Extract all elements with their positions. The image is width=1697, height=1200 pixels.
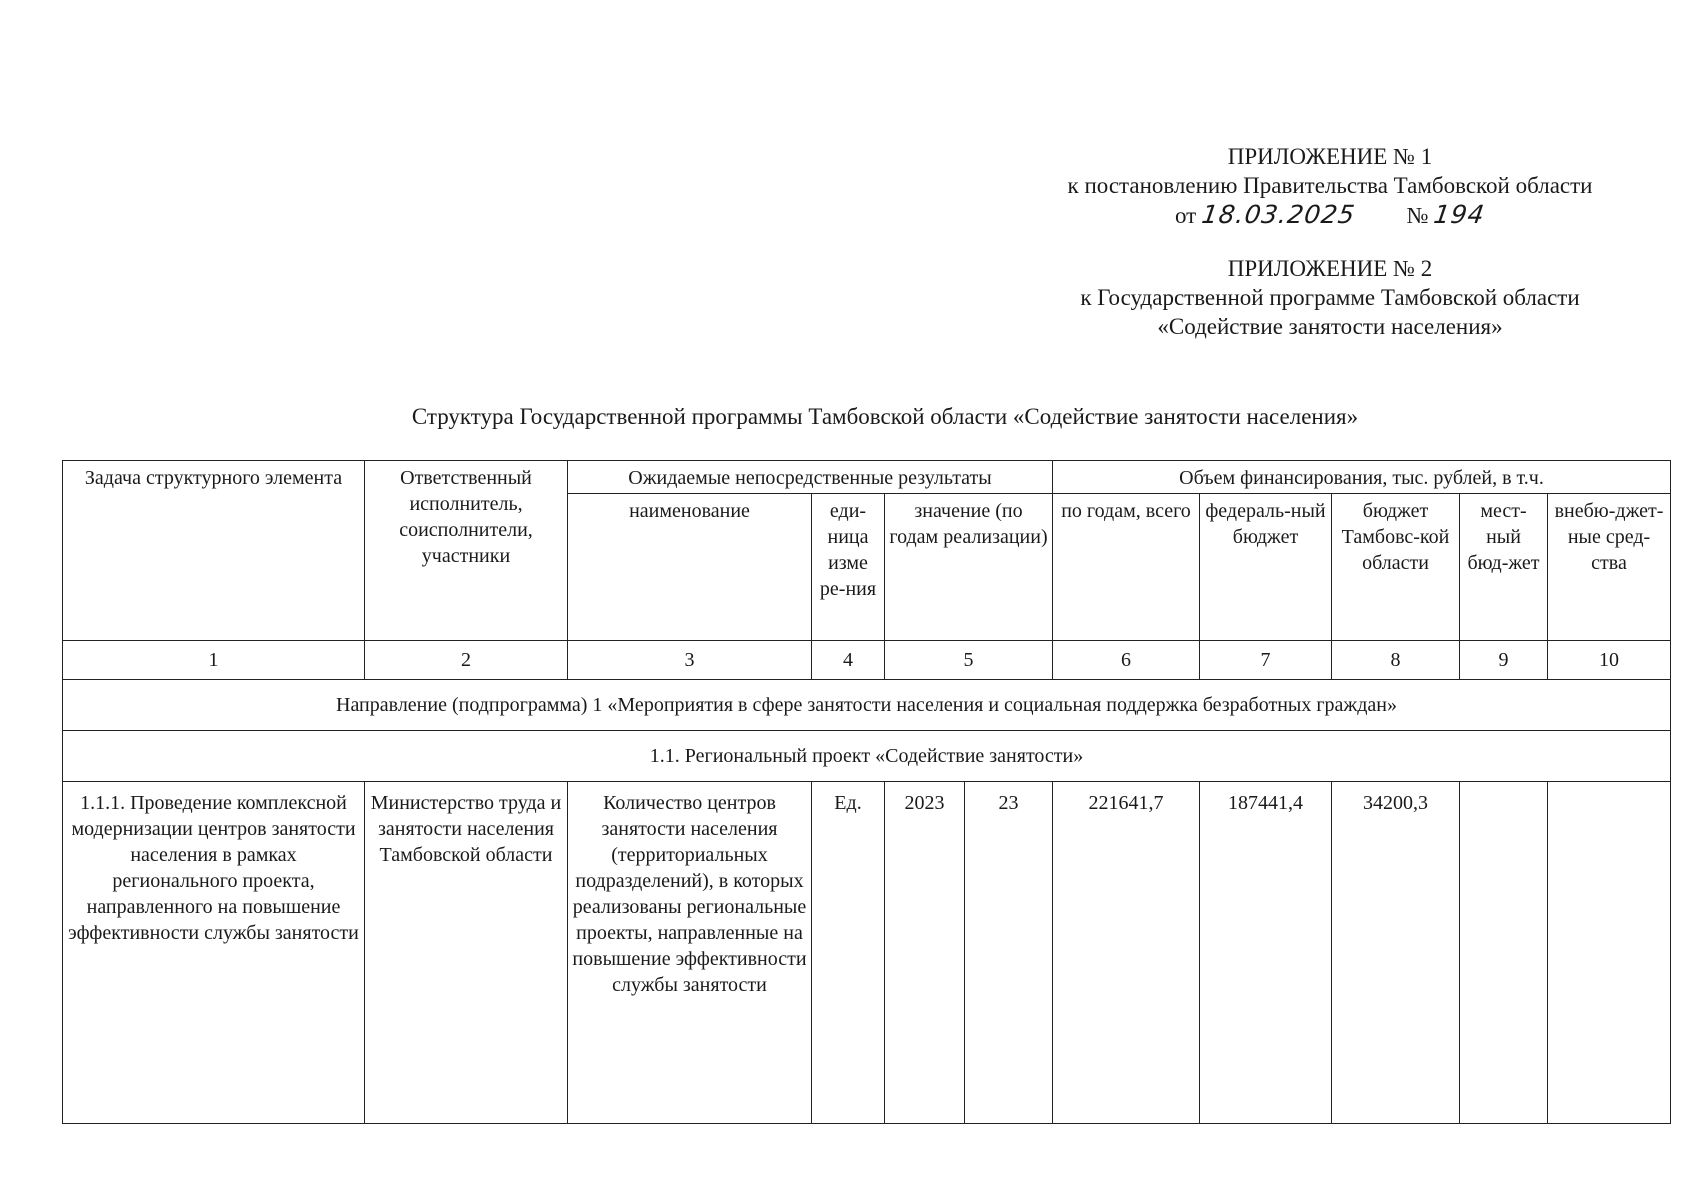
header-responsible: Ответственный исполнитель, соисполнители, участники	[365, 461, 568, 641]
annex-2-title: ПРИЛОЖЕНИЕ № 2	[1227, 256, 1433, 281]
date-prefix: от	[1174, 203, 1197, 228]
column-number: 4	[812, 641, 885, 680]
column-number: 5	[885, 641, 1053, 680]
cell-regional: 34200,3	[1332, 782, 1460, 1124]
decree-number: 194	[1432, 200, 1488, 229]
cell-local	[1460, 782, 1548, 1124]
structure-table	[62, 460, 1671, 1124]
cell-unit: Ед.	[812, 782, 885, 1124]
document-title: Структура Государственной программы Тамбовской области «Содействие занятости населения»	[411, 404, 1359, 429]
cell-task: 1.1.1. Проведение комплексной модернизации центров занятости населения в рамках регионального проекта, направленного на повышение эффективности службы занятости	[63, 782, 365, 1124]
column-number: 1	[63, 641, 365, 680]
header-value: значение (по годам реализации)	[885, 494, 1053, 641]
annex-2-program-line: к Государственной программе Тамбовской области	[1080, 285, 1580, 310]
header-row-1	[63, 461, 1671, 494]
header-task: Задача структурного элемента	[63, 461, 365, 641]
cell-value: 23	[965, 782, 1053, 1124]
header-unit: еди-ница изме ре-ния	[812, 494, 885, 641]
project-row	[63, 731, 1671, 782]
cell-federal: 187441,4	[1200, 782, 1332, 1124]
header-local: мест-ный бюд-жет	[1460, 494, 1548, 641]
column-number: 9	[1460, 641, 1548, 680]
cell-year: 2023	[885, 782, 965, 1124]
project-title: 1.1. Региональный проект «Содействие занятости»	[63, 731, 1671, 782]
column-number-row	[63, 641, 1671, 680]
column-number: 10	[1548, 641, 1671, 680]
annex-1-block	[1000, 142, 1660, 230]
direction-row	[63, 680, 1671, 731]
decree-date: 18.03.2025	[1199, 200, 1358, 229]
annex-1-decree-line: к постановлению Правительства Тамбовской области	[1067, 173, 1593, 198]
column-number: 2	[365, 641, 568, 680]
direction-title: Направление (подпрограмма) 1 «Мероприятия в сфере занятости населения и социальная поддержка безработных граждан»	[63, 680, 1671, 731]
number-prefix: №	[1406, 203, 1429, 228]
table-row	[63, 782, 1671, 1124]
header-expected-results: Ожидаемые непосредственные результаты	[568, 461, 1053, 494]
annex-2-block	[1010, 254, 1650, 341]
annex-1-date-line	[1000, 200, 1660, 230]
cell-total: 221641,7	[1053, 782, 1200, 1124]
annex-1-title: ПРИЛОЖЕНИЕ № 1	[1227, 144, 1433, 169]
header-funding: Объем финансирования, тыс. рублей, в т.ч.	[1053, 461, 1671, 494]
cell-responsible: Министерство труда и занятости населения Тамбовской области	[365, 782, 568, 1124]
cell-extra	[1548, 782, 1671, 1124]
column-number: 3	[568, 641, 812, 680]
column-number: 7	[1200, 641, 1332, 680]
cell-result-name: Количество центров занятости населения (территориальных подразделений), в которых реализованы региональные проекты, направленные на повышение эффективности службы занятости	[568, 782, 812, 1124]
header-federal: федераль-ный бюджет	[1200, 494, 1332, 641]
header-extra: внебю-джет-ные сред-ства	[1548, 494, 1671, 641]
header-regional: бюджет Тамбовс-кой области	[1332, 494, 1460, 641]
column-number: 8	[1332, 641, 1460, 680]
header-by-years: по годам, всего	[1053, 494, 1200, 641]
annex-2-program-name: «Содействие занятости населения»	[1157, 314, 1503, 339]
column-number: 6	[1053, 641, 1200, 680]
header-name: наименование	[568, 494, 812, 641]
